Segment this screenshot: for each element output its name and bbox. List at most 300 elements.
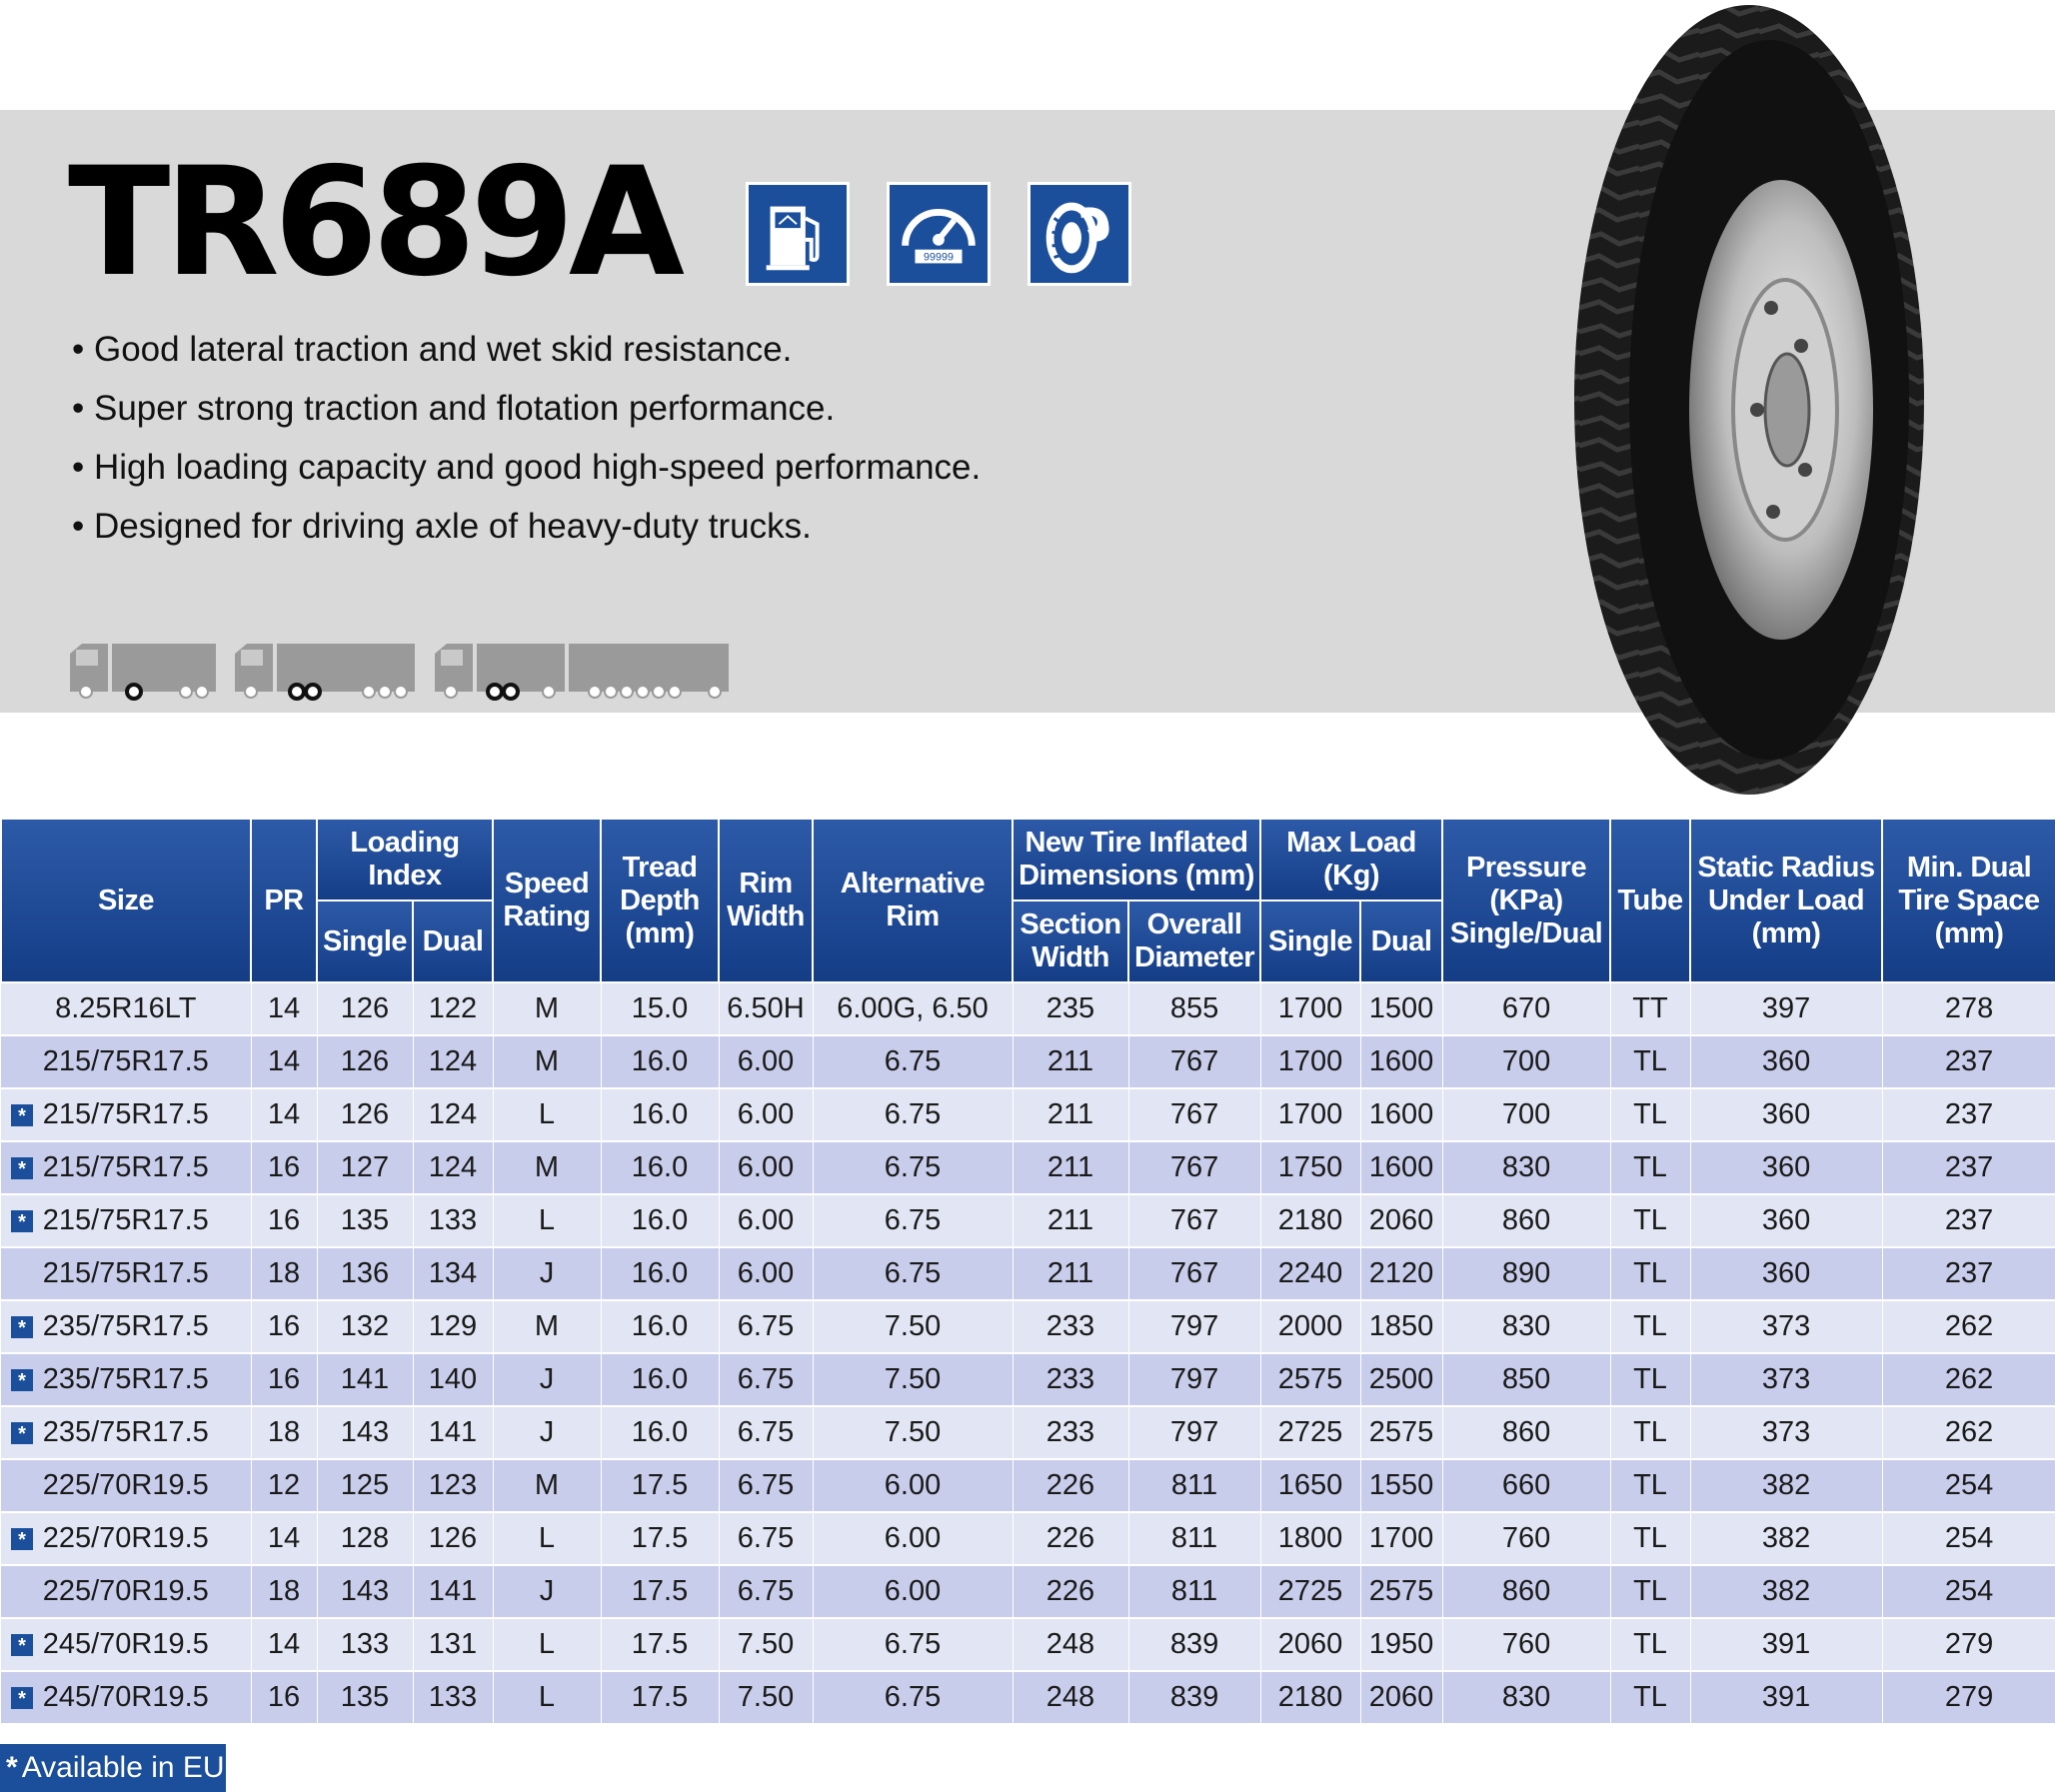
size-label: 235/75R17.5 [42,1416,209,1448]
cell-load-single: 2240 [1260,1247,1360,1300]
cell-li-single: 143 [317,1406,413,1459]
size-label: 245/70R19.5 [42,1628,209,1660]
cell-radius: 391 [1690,1618,1882,1671]
cell-li-dual: 131 [413,1618,493,1671]
cell-rim: 6.75 [719,1512,813,1565]
cell-diameter: 767 [1128,1035,1260,1088]
feature-item: • Designed for driving axle of heavy-duty trucks. [72,497,981,556]
spec-table [0,818,2055,1725]
cell-tube: TL [1610,1512,1690,1565]
cell-pressure: 860 [1442,1406,1610,1459]
cell-radius: 360 [1690,1247,1882,1300]
cell-tread: 16.0 [601,1035,719,1088]
cell-space: 262 [1882,1353,2055,1406]
table-row [1,1247,2055,1300]
cell-tube: TL [1610,1565,1690,1618]
cell-load-single: 2180 [1260,1671,1360,1724]
cell-speed: M [493,982,601,1035]
cell-load-dual: 2575 [1360,1406,1442,1459]
cell-diameter: 839 [1128,1618,1260,1671]
cell-section: 233 [1013,1300,1128,1353]
cell-pr: 18 [251,1247,317,1300]
cell-pressure: 860 [1442,1194,1610,1247]
cell-load-single: 2575 [1260,1353,1360,1406]
cell-li-dual: 124 [413,1035,493,1088]
header-overall-diameter: Overall Diameter [1128,900,1260,982]
cell-radius: 382 [1690,1459,1882,1512]
cell-tread: 17.5 [601,1459,719,1512]
cell-li-dual: 141 [413,1406,493,1459]
cell-speed: J [493,1247,601,1300]
cell-load-dual: 1550 [1360,1459,1442,1512]
cell-size [1,1194,251,1247]
size-label: 245/70R19.5 [42,1681,209,1713]
eu-star-icon: * [11,1210,33,1232]
size-label: 225/70R19.5 [42,1575,209,1607]
tire-image [1519,0,1939,800]
cell-load-single: 1700 [1260,982,1360,1035]
eu-star-icon: * [11,1634,33,1656]
cell-load-single: 2725 [1260,1565,1360,1618]
cell-section: 233 [1013,1353,1128,1406]
header-alternative-rim: Alternative Rim [813,819,1013,982]
cell-rim: 6.75 [719,1353,813,1406]
cell-pressure: 760 [1442,1512,1610,1565]
cell-li-single: 141 [317,1353,413,1406]
cell-li-single: 126 [317,1035,413,1088]
cell-rim: 6.00 [719,1035,813,1088]
cell-pr: 16 [251,1194,317,1247]
cell-section: 235 [1013,982,1128,1035]
eu-star-icon: * [11,1157,33,1179]
cell-pr: 14 [251,1512,317,1565]
road-train-icon [435,644,729,699]
eu-star-icon: * [6,1751,18,1784]
cell-li-single: 136 [317,1247,413,1300]
eu-star-icon: * [11,1528,33,1550]
header-section-width: Section Width [1013,900,1128,982]
cell-pressure: 830 [1442,1300,1610,1353]
cell-size [1,1300,251,1353]
cell-size [1,1141,251,1194]
cell-tube: TL [1610,1141,1690,1194]
cell-load-dual: 2060 [1360,1194,1442,1247]
size-label: 215/75R17.5 [42,1204,209,1236]
cell-speed: L [493,1194,601,1247]
cell-tread: 15.0 [601,982,719,1035]
cell-load-dual: 1850 [1360,1300,1442,1353]
cell-space: 237 [1882,1247,2055,1300]
cell-speed: L [493,1671,601,1724]
cell-radius: 382 [1690,1565,1882,1618]
table-row [1,1353,2055,1406]
cell-li-single: 126 [317,982,413,1035]
cell-tread: 16.0 [601,1300,719,1353]
cell-load-single: 2000 [1260,1300,1360,1353]
cell-speed: J [493,1565,601,1618]
cell-space: 254 [1882,1565,2055,1618]
cell-alt-rim: 6.75 [813,1088,1013,1141]
cell-load-single: 1700 [1260,1088,1360,1141]
cell-radius: 373 [1690,1300,1882,1353]
cell-diameter: 767 [1128,1141,1260,1194]
cell-space: 254 [1882,1459,2055,1512]
cell-li-dual: 123 [413,1459,493,1512]
cell-rim: 7.50 [719,1618,813,1671]
cell-pr: 16 [251,1353,317,1406]
cell-alt-rim: 7.50 [813,1300,1013,1353]
cell-alt-rim: 7.50 [813,1353,1013,1406]
cell-diameter: 767 [1128,1247,1260,1300]
header-speed-rating: Speed Rating [493,819,601,982]
cell-tube: TT [1610,982,1690,1035]
cell-section: 211 [1013,1035,1128,1088]
cell-load-dual: 2120 [1360,1247,1442,1300]
header-loading-index: Loading Index [317,819,493,900]
cell-alt-rim: 6.75 [813,1194,1013,1247]
cell-li-single: 125 [317,1459,413,1512]
cell-section: 226 [1013,1565,1128,1618]
cell-tread: 16.0 [601,1194,719,1247]
cell-li-dual: 122 [413,982,493,1035]
cell-section: 233 [1013,1406,1128,1459]
cell-section: 211 [1013,1194,1128,1247]
cell-space: 237 [1882,1035,2055,1088]
table-row [1,1459,2055,1512]
cell-alt-rim: 6.75 [813,1671,1013,1724]
cell-diameter: 767 [1128,1194,1260,1247]
cell-rim: 7.50 [719,1671,813,1724]
size-label: 235/75R17.5 [42,1310,209,1342]
table-row [1,1406,2055,1459]
cell-size [1,1512,251,1565]
cell-li-dual: 124 [413,1088,493,1141]
cell-size [1,1247,251,1300]
cell-pressure: 850 [1442,1353,1610,1406]
size-label: 235/75R17.5 [42,1363,209,1395]
cell-size [1,1088,251,1141]
rigid-truck-icon [70,644,216,699]
cell-pr: 14 [251,1618,317,1671]
cell-li-single: 132 [317,1300,413,1353]
cell-space: 237 [1882,1088,2055,1141]
cell-pr: 12 [251,1459,317,1512]
cell-space: 279 [1882,1671,2055,1724]
cell-rim: 6.50H [719,982,813,1035]
cell-rim: 6.75 [719,1459,813,1512]
cell-rim: 6.00 [719,1141,813,1194]
cell-pressure: 890 [1442,1247,1610,1300]
cell-size [1,1618,251,1671]
size-label: 8.25R16LT [55,992,197,1024]
cell-diameter: 811 [1128,1565,1260,1618]
cell-pr: 18 [251,1565,317,1618]
header-dual-space: Min. Dual Tire Space (mm) [1882,819,2055,982]
cell-load-single: 2180 [1260,1194,1360,1247]
cell-diameter: 855 [1128,982,1260,1035]
header-size: Size [1,819,251,982]
header-li-dual: Dual [413,900,493,982]
cell-radius: 360 [1690,1141,1882,1194]
size-label: 225/70R19.5 [42,1522,209,1554]
cell-tread: 16.0 [601,1141,719,1194]
cell-speed: J [493,1406,601,1459]
header-load-single: Single [1260,900,1360,982]
cell-section: 248 [1013,1618,1128,1671]
cell-load-dual: 2500 [1360,1353,1442,1406]
header-dimensions: New Tire Inflated Dimensions (mm) [1013,819,1260,900]
cell-tube: TL [1610,1035,1690,1088]
eu-footnote [0,1744,226,1792]
cell-li-dual: 126 [413,1512,493,1565]
eu-star-icon: * [11,1687,33,1709]
cell-pr: 16 [251,1671,317,1724]
table-row [1,1141,2055,1194]
cell-speed: M [493,1300,601,1353]
cell-pr: 18 [251,1406,317,1459]
cell-tread: 16.0 [601,1247,719,1300]
table-row [1,982,2055,1035]
cell-diameter: 767 [1128,1088,1260,1141]
cell-alt-rim: 6.00 [813,1459,1013,1512]
cell-li-dual: 141 [413,1565,493,1618]
cell-pressure: 830 [1442,1141,1610,1194]
cell-load-dual: 2060 [1360,1671,1442,1724]
cell-alt-rim: 6.75 [813,1141,1013,1194]
table-row [1,1565,2055,1618]
cell-tread: 16.0 [601,1353,719,1406]
cell-load-dual: 1500 [1360,982,1442,1035]
cell-li-single: 126 [317,1088,413,1141]
cell-load-dual: 1600 [1360,1088,1442,1141]
cell-alt-rim: 6.00 [813,1512,1013,1565]
cell-load-single: 1800 [1260,1512,1360,1565]
cell-speed: L [493,1512,601,1565]
cell-size [1,982,251,1035]
cell-load-dual: 1700 [1360,1512,1442,1565]
cell-tube: TL [1610,1300,1690,1353]
header-pr: PR [251,819,317,982]
cell-space: 237 [1882,1141,2055,1194]
svg-text:99999: 99999 [924,251,954,264]
feature-item: • Super strong traction and flotation performance. [72,379,981,438]
header-rim-width: Rim Width [719,819,813,982]
table-row [1,1300,2055,1353]
header-li-single: Single [317,900,413,982]
cell-radius: 373 [1690,1406,1882,1459]
header-tube: Tube [1610,819,1690,982]
table-row [1,1512,2055,1565]
cell-rim: 6.00 [719,1247,813,1300]
cell-radius: 373 [1690,1353,1882,1406]
cell-speed: M [493,1459,601,1512]
table-row [1,1194,2055,1247]
cell-diameter: 797 [1128,1406,1260,1459]
cell-pr: 16 [251,1141,317,1194]
cell-rim: 6.75 [719,1300,813,1353]
cell-li-single: 135 [317,1194,413,1247]
cell-rim: 6.00 [719,1088,813,1141]
cell-load-dual: 2575 [1360,1565,1442,1618]
cell-li-dual: 133 [413,1671,493,1724]
cell-tube: TL [1610,1671,1690,1724]
spec-table-body [1,982,2055,1724]
header-static-radius: Static Radius Under Load (mm) [1690,819,1882,982]
cell-size [1,1565,251,1618]
table-row [1,1618,2055,1671]
cell-tube: TL [1610,1353,1690,1406]
cell-pressure: 670 [1442,982,1610,1035]
cell-li-single: 133 [317,1618,413,1671]
cell-li-dual: 134 [413,1247,493,1300]
cell-space: 278 [1882,982,2055,1035]
cell-li-dual: 124 [413,1141,493,1194]
cell-space: 279 [1882,1618,2055,1671]
feature-item: • High loading capacity and good high-speed performance. [72,438,981,497]
cell-section: 226 [1013,1459,1128,1512]
cell-size [1,1406,251,1459]
cell-rim: 6.75 [719,1565,813,1618]
table-row [1,1035,2055,1088]
cell-section: 226 [1013,1512,1128,1565]
fuel-pump-icon [746,182,850,286]
cell-pressure: 830 [1442,1671,1610,1724]
cell-diameter: 797 [1128,1353,1260,1406]
size-label: 215/75R17.5 [42,1045,209,1077]
cell-alt-rim: 7.50 [813,1406,1013,1459]
eu-star-icon: * [11,1104,33,1126]
cell-pressure: 700 [1442,1035,1610,1088]
cell-section: 211 [1013,1088,1128,1141]
eu-footnote-text: Available in EU [21,1751,225,1784]
cell-radius: 360 [1690,1088,1882,1141]
cell-pr: 14 [251,1088,317,1141]
cell-speed: L [493,1618,601,1671]
cell-load-single: 1700 [1260,1035,1360,1088]
cell-radius: 382 [1690,1512,1882,1565]
cell-pr: 14 [251,982,317,1035]
cell-size [1,1671,251,1724]
cell-load-dual: 1600 [1360,1035,1442,1088]
truck-applications [68,640,738,702]
cell-load-single: 2725 [1260,1406,1360,1459]
odometer-icon [887,182,991,286]
cell-tread: 16.0 [601,1406,719,1459]
cell-load-dual: 1950 [1360,1618,1442,1671]
cell-alt-rim: 6.00 [813,1565,1013,1618]
cell-size [1,1035,251,1088]
cell-load-single: 2060 [1260,1618,1360,1671]
size-label: 215/75R17.5 [42,1098,209,1130]
cell-tube: TL [1610,1459,1690,1512]
cell-space: 262 [1882,1300,2055,1353]
cell-pressure: 760 [1442,1618,1610,1671]
table-row [1,1671,2055,1724]
cell-tread: 17.5 [601,1618,719,1671]
cell-alt-rim: 6.75 [813,1247,1013,1300]
cell-pressure: 860 [1442,1565,1610,1618]
cell-radius: 391 [1690,1671,1882,1724]
cell-radius: 360 [1690,1194,1882,1247]
cell-pr: 14 [251,1035,317,1088]
cell-tread: 17.5 [601,1565,719,1618]
cell-size [1,1459,251,1512]
size-label: 215/75R17.5 [42,1151,209,1183]
model-title: TR689A [68,136,680,310]
feature-list [72,320,981,556]
cell-pr: 16 [251,1300,317,1353]
eu-star-icon: * [11,1422,33,1444]
cell-rim: 6.75 [719,1406,813,1459]
cell-li-single: 128 [317,1512,413,1565]
cell-li-dual: 129 [413,1300,493,1353]
retread-icon [1028,182,1131,286]
cell-tread: 16.0 [601,1088,719,1141]
cell-space: 262 [1882,1406,2055,1459]
cell-load-single: 1750 [1260,1141,1360,1194]
header-load-dual: Dual [1360,900,1442,982]
cell-load-single: 1650 [1260,1459,1360,1512]
cell-space: 237 [1882,1194,2055,1247]
cell-li-dual: 140 [413,1353,493,1406]
cell-tube: TL [1610,1247,1690,1300]
cell-space: 254 [1882,1512,2055,1565]
cell-alt-rim: 6.00G, 6.50 [813,982,1013,1035]
cell-tube: TL [1610,1088,1690,1141]
size-label: 225/70R19.5 [42,1469,209,1501]
cell-radius: 397 [1690,982,1882,1035]
cell-li-dual: 133 [413,1194,493,1247]
cell-load-dual: 1600 [1360,1141,1442,1194]
header-pressure: Pressure (KPa) Single/Dual [1442,819,1610,982]
cell-section: 211 [1013,1141,1128,1194]
cell-size [1,1353,251,1406]
cell-diameter: 839 [1128,1671,1260,1724]
table-row [1,1088,2055,1141]
header-max-load: Max Load (Kg) [1260,819,1442,900]
cell-li-single: 143 [317,1565,413,1618]
cell-tread: 17.5 [601,1671,719,1724]
cell-diameter: 797 [1128,1300,1260,1353]
cell-section: 211 [1013,1247,1128,1300]
cell-tube: TL [1610,1194,1690,1247]
cell-tube: TL [1610,1618,1690,1671]
cell-radius: 360 [1690,1035,1882,1088]
size-label: 215/75R17.5 [42,1257,209,1289]
cell-speed: J [493,1353,601,1406]
cell-alt-rim: 6.75 [813,1618,1013,1671]
eu-star-icon: * [11,1316,33,1338]
cell-tube: TL [1610,1406,1690,1459]
header-tread-depth: Tread Depth (mm) [601,819,719,982]
cell-li-single: 135 [317,1671,413,1724]
cell-pressure: 660 [1442,1459,1610,1512]
cell-speed: M [493,1035,601,1088]
cell-diameter: 811 [1128,1459,1260,1512]
cell-alt-rim: 6.75 [813,1035,1013,1088]
feature-item: • Good lateral traction and wet skid resistance. [72,320,981,379]
cell-rim: 6.00 [719,1194,813,1247]
cell-li-single: 127 [317,1141,413,1194]
eu-star-icon: * [11,1369,33,1391]
cell-section: 248 [1013,1671,1128,1724]
truck-trailer-icon [235,644,415,699]
cell-diameter: 811 [1128,1512,1260,1565]
cell-pressure: 700 [1442,1088,1610,1141]
cell-speed: M [493,1141,601,1194]
cell-tread: 17.5 [601,1512,719,1565]
cell-speed: L [493,1088,601,1141]
